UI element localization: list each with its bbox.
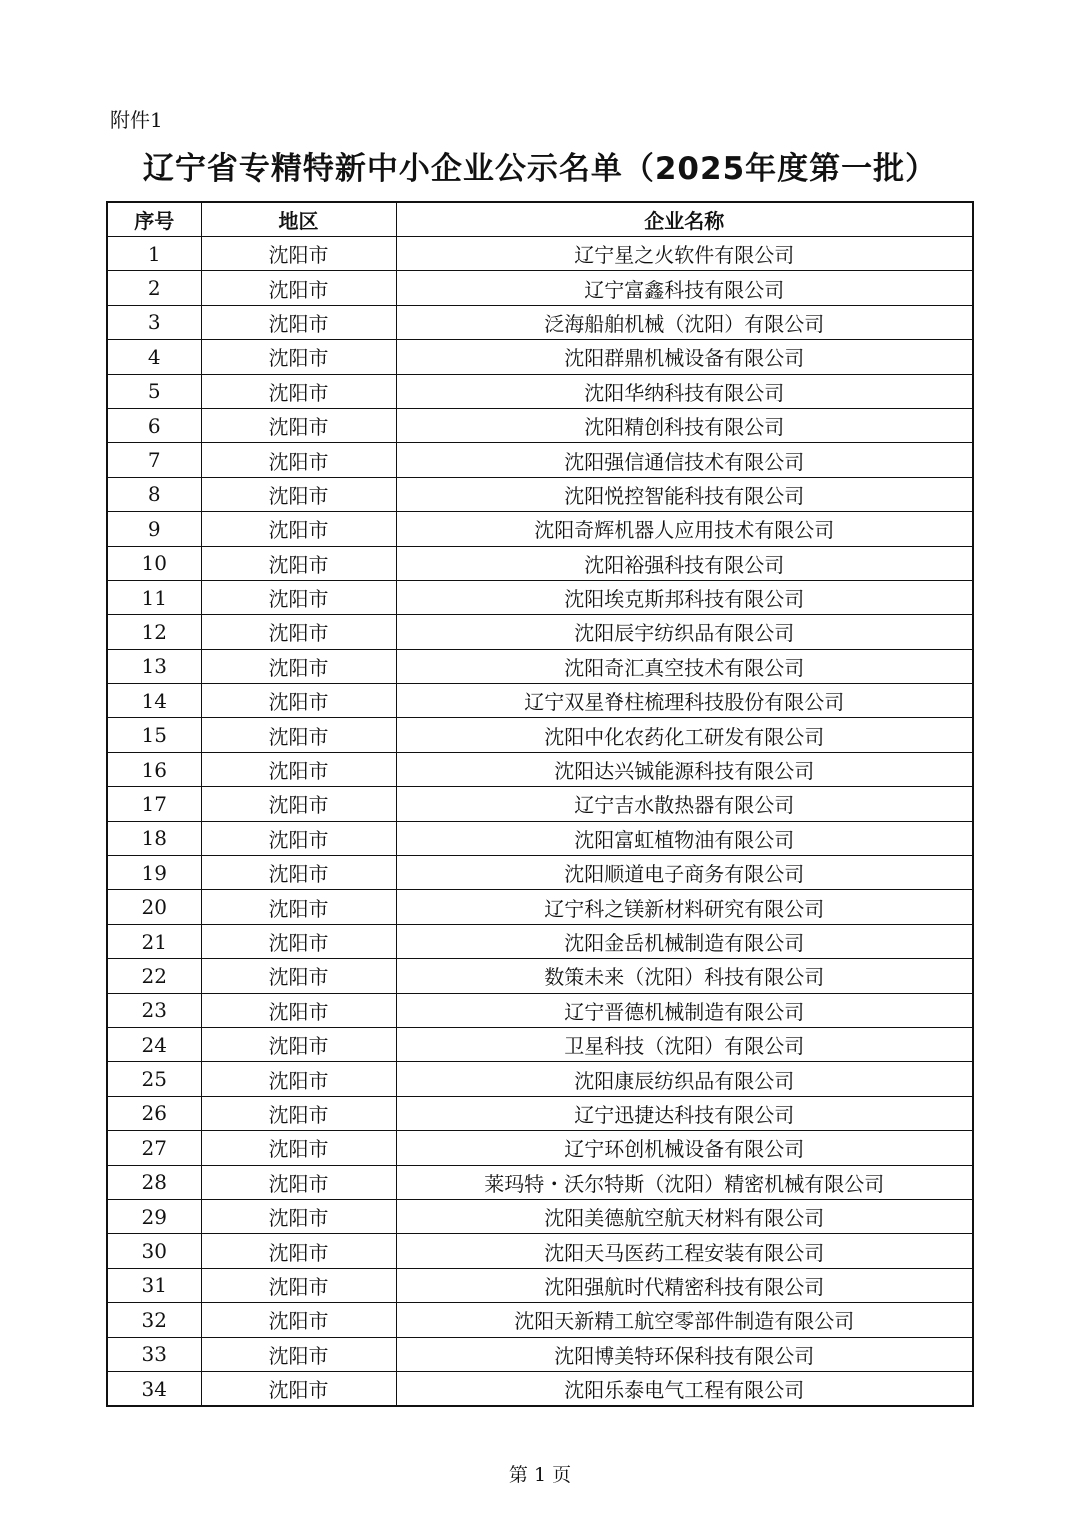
cell-region: 沈阳市 bbox=[201, 615, 396, 649]
table-row bbox=[107, 1199, 973, 1233]
cell-region: 沈阳市 bbox=[201, 237, 396, 271]
cell-region: 沈阳市 bbox=[201, 821, 396, 855]
cell-serial-number: 31 bbox=[107, 1268, 201, 1302]
cell-company-name: 辽宁吉水散热器有限公司 bbox=[396, 787, 973, 821]
cell-company-name: 辽宁星之火软件有限公司 bbox=[396, 237, 973, 271]
table-row bbox=[107, 340, 973, 374]
table-row bbox=[107, 890, 973, 924]
cell-region: 沈阳市 bbox=[201, 512, 396, 546]
header-company-name: 企业名称 bbox=[396, 202, 973, 237]
table-row bbox=[107, 787, 973, 821]
cell-company-name: 沈阳裕强科技有限公司 bbox=[396, 546, 973, 580]
table-row bbox=[107, 477, 973, 511]
cell-region: 沈阳市 bbox=[201, 477, 396, 511]
cell-company-name: 沈阳天马医药工程安装有限公司 bbox=[396, 1234, 973, 1268]
table-row bbox=[107, 1062, 973, 1096]
cell-company-name: 沈阳金岳机械制造有限公司 bbox=[396, 924, 973, 958]
cell-region: 沈阳市 bbox=[201, 340, 396, 374]
cell-company-name: 沈阳美德航空航天材料有限公司 bbox=[396, 1199, 973, 1233]
table-row bbox=[107, 271, 973, 305]
cell-company-name: 辽宁迅捷达科技有限公司 bbox=[396, 1096, 973, 1130]
cell-region: 沈阳市 bbox=[201, 718, 396, 752]
table-row bbox=[107, 615, 973, 649]
cell-serial-number: 30 bbox=[107, 1234, 201, 1268]
table-row bbox=[107, 993, 973, 1027]
cell-region: 沈阳市 bbox=[201, 374, 396, 408]
cell-company-name: 辽宁富鑫科技有限公司 bbox=[396, 271, 973, 305]
cell-region: 沈阳市 bbox=[201, 1027, 396, 1061]
cell-serial-number: 14 bbox=[107, 684, 201, 718]
table-row bbox=[107, 580, 973, 614]
cell-serial-number: 3 bbox=[107, 305, 201, 339]
cell-serial-number: 4 bbox=[107, 340, 201, 374]
cell-serial-number: 32 bbox=[107, 1303, 201, 1337]
cell-company-name: 沈阳中化农药化工研发有限公司 bbox=[396, 718, 973, 752]
cell-company-name: 辽宁双星脊柱梳理科技股份有限公司 bbox=[396, 684, 973, 718]
cell-serial-number: 10 bbox=[107, 546, 201, 580]
table-row bbox=[107, 512, 973, 546]
cell-serial-number: 6 bbox=[107, 408, 201, 442]
cell-serial-number: 7 bbox=[107, 443, 201, 477]
header-region: 地区 bbox=[201, 202, 396, 237]
cell-region: 沈阳市 bbox=[201, 580, 396, 614]
cell-serial-number: 16 bbox=[107, 752, 201, 786]
cell-company-name: 沈阳富虹植物油有限公司 bbox=[396, 821, 973, 855]
cell-region: 沈阳市 bbox=[201, 271, 396, 305]
cell-company-name: 沈阳奇辉机器人应用技术有限公司 bbox=[396, 512, 973, 546]
cell-company-name: 沈阳悦控智能科技有限公司 bbox=[396, 477, 973, 511]
cell-serial-number: 27 bbox=[107, 1131, 201, 1165]
cell-company-name: 沈阳乐泰电气工程有限公司 bbox=[396, 1371, 973, 1406]
table-body bbox=[107, 237, 973, 1407]
cell-region: 沈阳市 bbox=[201, 752, 396, 786]
cell-company-name: 辽宁晋德机械制造有限公司 bbox=[396, 993, 973, 1027]
table-row bbox=[107, 1337, 973, 1371]
table-row bbox=[107, 1303, 973, 1337]
cell-serial-number: 34 bbox=[107, 1371, 201, 1406]
company-list-table bbox=[106, 201, 974, 1407]
cell-serial-number: 22 bbox=[107, 959, 201, 993]
cell-region: 沈阳市 bbox=[201, 1337, 396, 1371]
cell-serial-number: 26 bbox=[107, 1096, 201, 1130]
table-row bbox=[107, 684, 973, 718]
table-row bbox=[107, 1268, 973, 1302]
cell-company-name: 数策未来（沈阳）科技有限公司 bbox=[396, 959, 973, 993]
table-row bbox=[107, 821, 973, 855]
cell-serial-number: 5 bbox=[107, 374, 201, 408]
cell-region: 沈阳市 bbox=[201, 1062, 396, 1096]
cell-region: 沈阳市 bbox=[201, 856, 396, 890]
cell-company-name: 泛海船舶机械（沈阳）有限公司 bbox=[396, 305, 973, 339]
cell-region: 沈阳市 bbox=[201, 787, 396, 821]
cell-region: 沈阳市 bbox=[201, 684, 396, 718]
cell-company-name: 沈阳强航时代精密科技有限公司 bbox=[396, 1268, 973, 1302]
cell-company-name: 沈阳强信通信技术有限公司 bbox=[396, 443, 973, 477]
page-number: 第 1 页 bbox=[508, 1464, 572, 1486]
cell-region: 沈阳市 bbox=[201, 408, 396, 442]
cell-region: 沈阳市 bbox=[201, 1371, 396, 1406]
cell-company-name: 沈阳康辰纺织品有限公司 bbox=[396, 1062, 973, 1096]
cell-serial-number: 21 bbox=[107, 924, 201, 958]
table-row bbox=[107, 305, 973, 339]
cell-region: 沈阳市 bbox=[201, 1199, 396, 1233]
table-row bbox=[107, 752, 973, 786]
cell-company-name: 沈阳群鼎机械设备有限公司 bbox=[396, 340, 973, 374]
cell-region: 沈阳市 bbox=[201, 890, 396, 924]
cell-region: 沈阳市 bbox=[201, 993, 396, 1027]
table-row bbox=[107, 1165, 973, 1199]
table-header-row bbox=[107, 202, 973, 237]
cell-serial-number: 33 bbox=[107, 1337, 201, 1371]
cell-serial-number: 24 bbox=[107, 1027, 201, 1061]
table-row bbox=[107, 649, 973, 683]
header-serial-number: 序号 bbox=[107, 202, 201, 237]
cell-region: 沈阳市 bbox=[201, 1096, 396, 1130]
table-row bbox=[107, 959, 973, 993]
table-row bbox=[107, 546, 973, 580]
document-title: 辽宁省专精特新中小企业公示名单（2025年度第一批） bbox=[142, 151, 938, 187]
cell-company-name: 沈阳精创科技有限公司 bbox=[396, 408, 973, 442]
table-row bbox=[107, 408, 973, 442]
cell-region: 沈阳市 bbox=[201, 1165, 396, 1199]
cell-region: 沈阳市 bbox=[201, 1234, 396, 1268]
cell-region: 沈阳市 bbox=[201, 546, 396, 580]
cell-company-name: 沈阳埃克斯邦科技有限公司 bbox=[396, 580, 973, 614]
cell-serial-number: 15 bbox=[107, 718, 201, 752]
cell-region: 沈阳市 bbox=[201, 959, 396, 993]
cell-serial-number: 17 bbox=[107, 787, 201, 821]
cell-company-name: 沈阳奇汇真空技术有限公司 bbox=[396, 649, 973, 683]
table-row bbox=[107, 1027, 973, 1061]
cell-region: 沈阳市 bbox=[201, 924, 396, 958]
table-row bbox=[107, 1371, 973, 1406]
cell-serial-number: 2 bbox=[107, 271, 201, 305]
table-row bbox=[107, 1131, 973, 1165]
cell-company-name: 沈阳华纳科技有限公司 bbox=[396, 374, 973, 408]
table-row bbox=[107, 443, 973, 477]
cell-serial-number: 28 bbox=[107, 1165, 201, 1199]
cell-region: 沈阳市 bbox=[201, 443, 396, 477]
table-row bbox=[107, 924, 973, 958]
cell-region: 沈阳市 bbox=[201, 1303, 396, 1337]
cell-serial-number: 19 bbox=[107, 856, 201, 890]
cell-serial-number: 29 bbox=[107, 1199, 201, 1233]
cell-serial-number: 25 bbox=[107, 1062, 201, 1096]
table-row bbox=[107, 237, 973, 271]
cell-serial-number: 23 bbox=[107, 993, 201, 1027]
cell-serial-number: 9 bbox=[107, 512, 201, 546]
table-row bbox=[107, 1234, 973, 1268]
cell-serial-number: 18 bbox=[107, 821, 201, 855]
attachment-label: 附件1 bbox=[110, 108, 163, 132]
cell-region: 沈阳市 bbox=[201, 1268, 396, 1302]
table-row bbox=[107, 856, 973, 890]
cell-serial-number: 13 bbox=[107, 649, 201, 683]
cell-region: 沈阳市 bbox=[201, 649, 396, 683]
cell-company-name: 莱玛特・沃尔特斯（沈阳）精密机械有限公司 bbox=[396, 1165, 973, 1199]
cell-company-name: 沈阳顺道电子商务有限公司 bbox=[396, 856, 973, 890]
cell-company-name: 辽宁科之镁新材料研究有限公司 bbox=[396, 890, 973, 924]
cell-serial-number: 1 bbox=[107, 237, 201, 271]
cell-company-name: 辽宁环创机械设备有限公司 bbox=[396, 1131, 973, 1165]
table-row bbox=[107, 718, 973, 752]
table-row bbox=[107, 1096, 973, 1130]
cell-company-name: 沈阳天新精工航空零部件制造有限公司 bbox=[396, 1303, 973, 1337]
cell-serial-number: 12 bbox=[107, 615, 201, 649]
table-row bbox=[107, 374, 973, 408]
cell-region: 沈阳市 bbox=[201, 305, 396, 339]
cell-serial-number: 8 bbox=[107, 477, 201, 511]
cell-serial-number: 20 bbox=[107, 890, 201, 924]
cell-company-name: 沈阳辰宇纺织品有限公司 bbox=[396, 615, 973, 649]
cell-company-name: 沈阳达兴铖能源科技有限公司 bbox=[396, 752, 973, 786]
cell-company-name: 沈阳博美特环保科技有限公司 bbox=[396, 1337, 973, 1371]
cell-serial-number: 11 bbox=[107, 580, 201, 614]
cell-company-name: 卫星科技（沈阳）有限公司 bbox=[396, 1027, 973, 1061]
cell-region: 沈阳市 bbox=[201, 1131, 396, 1165]
